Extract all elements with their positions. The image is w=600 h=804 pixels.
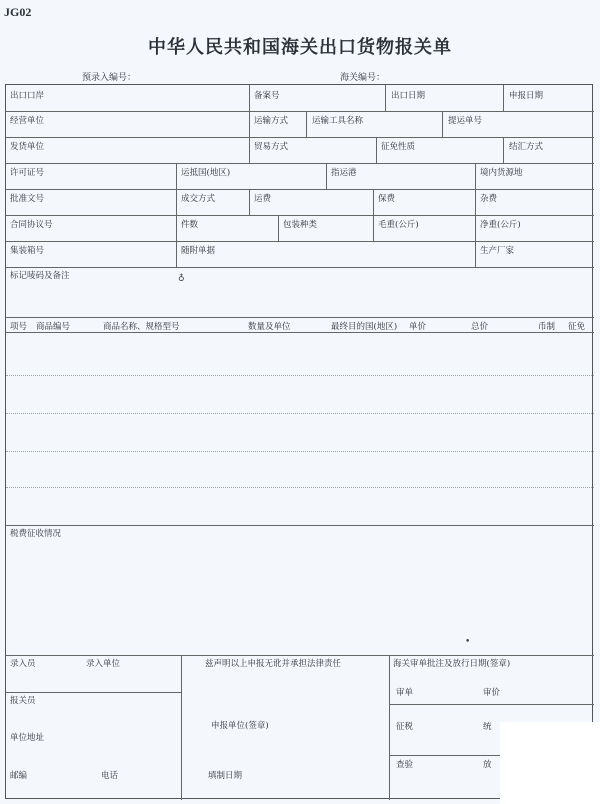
declaration-form-frame: 出口口岸 备案号 出口日期 申报日期 经营单位 运输方式 运输工具名称 提运单号 发货单位 贸易方式 征免性质 结汇方式 许可证号 运抵国(地区) 指运港 境内货源地 批准文号 成交方式 运费 保费 杂费 合同协议号 件数 包装种类 毛重(公斤) 净重(公斤) 集装箱号 随附单据 生产厂家 标记唛码及备注 ♁ 项号 商品编号 商品名称、规格型号 数量及单位 最终目的国(地区) 单价 总价 币制 征免 税费征收情况 • 录入员 录入单位 兹声明以上申报无讹并承担法律责任 海关审单批注及放行日期(签章) 审单 审价 报关员 申报单位(签章) 征税 统 单位地址 查验 放 邮编 电话 填制日期 — [5, 84, 593, 799]
transport-tool-label: 运输工具名称 — [312, 116, 364, 126]
goods-name-spec-header: 商品名称、规格型号 — [103, 322, 180, 332]
domestic-source-label: 境内货源地 — [480, 168, 523, 178]
goods-currency-header: 币制 — [538, 322, 556, 332]
gross-weight-label: 毛重(公斤) — [378, 220, 419, 230]
transport-mode-label: 运输方式 — [254, 116, 289, 126]
contract-number-label: 合同协议号 — [10, 220, 53, 230]
inspection-label: 查验 — [396, 760, 414, 770]
entry-unit-label: 录入单位 — [86, 659, 121, 669]
goods-exemption-header: 征免 — [568, 322, 586, 332]
trade-mode-label: 贸易方式 — [254, 142, 289, 152]
destination-port-label: 指运港 — [331, 168, 357, 178]
goods-item-number-header: 项号 — [10, 322, 28, 332]
declaring-unit-label: 申报单位(签章) — [211, 721, 269, 731]
insurance-label: 保费 — [378, 194, 396, 204]
blank-corner-patch — [500, 722, 600, 804]
export-date-label: 出口日期 — [391, 91, 426, 101]
manufacturer-label: 生产厂家 — [480, 246, 515, 256]
freight-label: 运费 — [254, 194, 272, 204]
record-number-label: 备案号 — [254, 91, 280, 101]
declare-date-label: 申报日期 — [509, 91, 544, 101]
customs-approval-label: 海关审单批注及放行日期(签章) — [393, 659, 511, 669]
goods-commodity-code-header: 商品编号 — [36, 322, 71, 332]
phone-label: 电话 — [101, 771, 119, 781]
license-number-label: 许可证号 — [10, 168, 45, 178]
entry-clerk-label: 录入员 — [10, 659, 36, 669]
customs-number-label: 海关编号： — [340, 73, 386, 83]
approval-number-label: 批准文号 — [10, 194, 45, 204]
destination-country-label: 运抵国(地区) — [181, 168, 231, 178]
export-port-label: 出口口岸 — [10, 91, 45, 101]
goods-unit-price-header: 单价 — [409, 322, 427, 332]
package-type-label: 包装种类 — [283, 220, 318, 230]
attached-documents-label: 随附单据 — [181, 246, 216, 256]
pricing-label: 审价 — [483, 688, 501, 698]
goods-final-destination-header: 最终目的国(地区) — [331, 322, 398, 332]
packages-label: 件数 — [181, 220, 199, 230]
goods-total-price-header: 总价 — [471, 322, 489, 332]
declaration-statement: 兹声明以上申报无讹并承担法律责任 — [205, 659, 342, 669]
form-title: 中华人民共和国海关出口货物报关单 — [148, 37, 452, 58]
marks-remarks-label: 标记唛码及备注 — [10, 271, 70, 281]
net-weight-label: 净重(公斤) — [480, 220, 521, 230]
preentry-number-label: 预录入编号： — [82, 73, 137, 83]
settlement-label: 结汇方式 — [509, 142, 544, 152]
business-unit-label: 经营单位 — [10, 116, 45, 126]
postcode-label: 邮编 — [10, 771, 28, 781]
misc-fee-label: 杂费 — [480, 194, 498, 204]
deal-mode-label: 成交方式 — [181, 194, 216, 204]
fill-date-label: 填制日期 — [208, 771, 243, 781]
container-number-label: 集装箱号 — [10, 246, 45, 256]
tax-collection-label: 税费征收情况 — [10, 529, 62, 539]
declarant-label: 报关员 — [10, 696, 36, 706]
goods-quantity-unit-header: 数量及单位 — [248, 322, 291, 332]
tax-nature-label: 征免性质 — [381, 142, 416, 152]
shipper-unit-label: 发货单位 — [10, 142, 45, 152]
tax-label: 征税 — [396, 722, 414, 732]
unit-address-label: 单位地址 — [10, 733, 45, 743]
review-label: 审单 — [396, 688, 414, 698]
release-label: 放 — [483, 760, 492, 770]
form-code: JG02 — [4, 5, 32, 19]
statistics-label: 统 — [483, 722, 492, 732]
bill-number-label: 提运单号 — [448, 116, 483, 126]
